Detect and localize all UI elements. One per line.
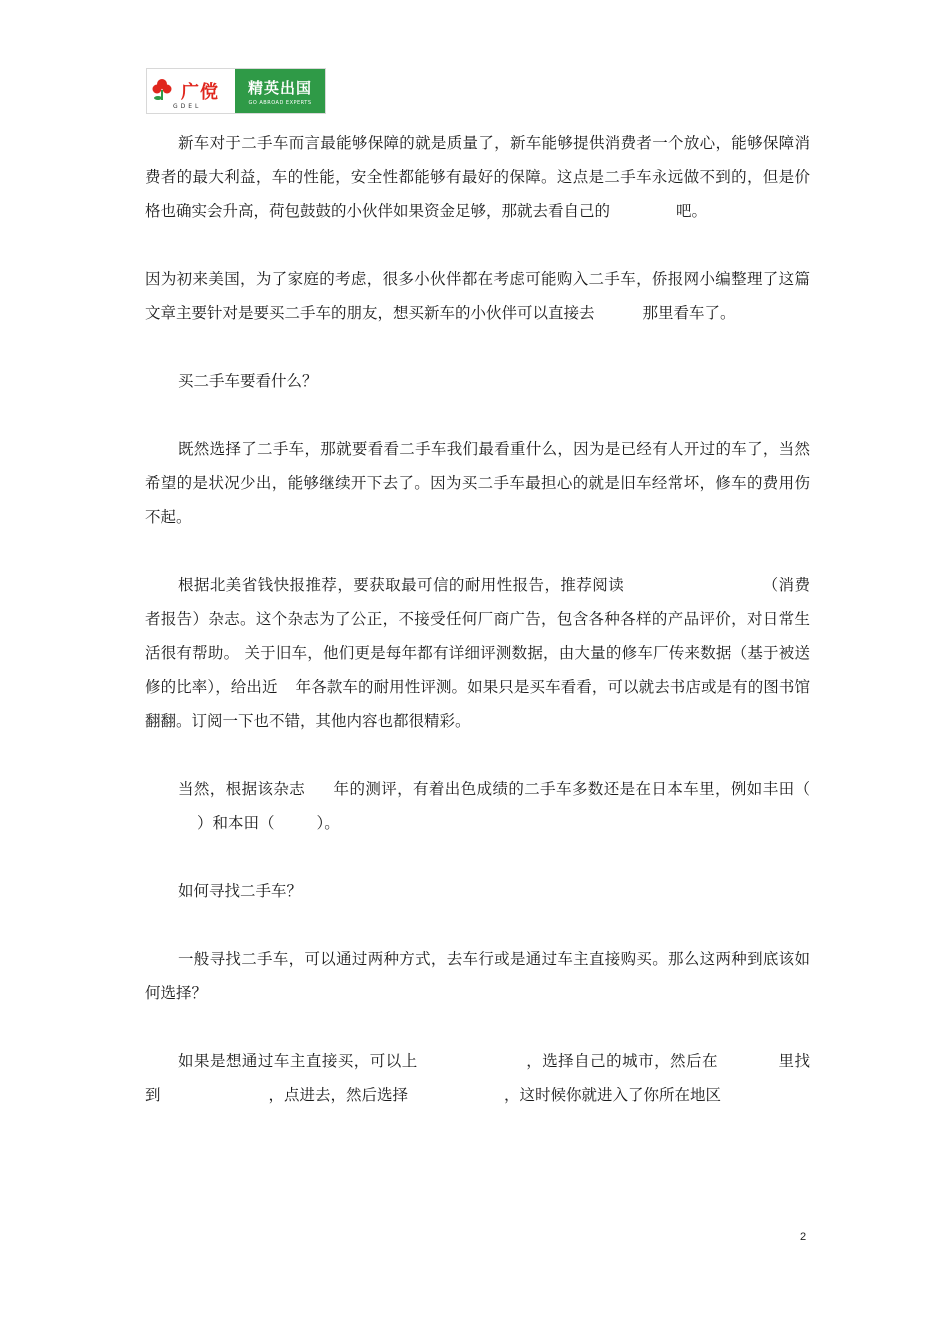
paragraph-japanese-cars: [145, 772, 810, 840]
section-heading-how-to-find: [145, 874, 810, 908]
flower-icon: [151, 77, 173, 103]
paragraph-text: 年的测评，有着出色成绩的二手车多数还是在日本车里，例如丰田（: [333, 780, 810, 798]
logo-sub-text: GDEL: [173, 103, 202, 110]
company-logo: [146, 68, 326, 114]
paragraph-text: ，选择自己的城市，然后在: [525, 1052, 718, 1070]
paragraph-text: （消费者报告）杂志。这个杂志为了公正，不接受任何厂商广告，包含各种各样的产品评价，对日常生活很有帮助。 关于旧车，他们更是每年都有详细评测数据，由大量的修车厂传来数据（基于被送修的比率），给出近: [145, 576, 810, 696]
paragraph-text: 年各款车的耐用性评测。如果只是买车看看，可以就去书店或是有的图书馆翻翻。订阅一下也不错，其他内容也都很精彩。: [145, 678, 810, 730]
heading-text: 如何寻找二手车？: [178, 882, 303, 900]
page-number: 2: [800, 1231, 807, 1243]
paragraph-text: 因为初来美国，为了家庭的考虑，很多小伙伴都在考虑可能购入二手车，侨报网小编整理了这篇文章主要针对是要买二手车的朋友，想买新车的小伙伴可以直接去: [145, 270, 810, 322]
heading-text: 买二手车要看什么？: [178, 372, 318, 390]
paragraph-text: 新车对于二手车而言最能够保障的就是质量了，新车能够提供消费者一个放心，能够保障消费者的最大利益，车的性能，安全性都能够有最好的保障。这点是二手车永远做不到的，但是价格也确实会升高，荷包鼓鼓的小伙伴如果资金足够，那就去看自己的: [145, 134, 810, 220]
paragraph-text: 既然选择了二手车，那就要看看二手车我们最看重什么，因为是已经有人开过的车了，当然希望的是状况少出，能够继续开下去了。因为买二手车最担心的就是旧车经常坏，修车的费用伤不起。: [145, 440, 810, 526]
paragraph-text: 如果是想通过车主直接买，可以上: [178, 1052, 418, 1070]
paragraph-text: 当然，根据该杂志: [178, 780, 306, 798]
logo-title-area: [235, 69, 325, 113]
paragraph-consumer-reports: [145, 568, 810, 738]
document-body: [145, 126, 810, 1112]
paragraph-text: ）和本田（: [197, 814, 275, 832]
paragraph-text: 根据北美省钱快报推荐，要获取最可信的耐用性报告，推荐阅读: [178, 576, 625, 594]
paragraph-text: 一般寻找二手车，可以通过两种方式，去车行或是通过车主直接购买。那么这两种到底该如何选择？: [145, 950, 810, 1002]
paragraph-text: 里找到: [145, 1052, 810, 1104]
paragraph-what-matters: [145, 432, 810, 534]
paragraph-intro: [145, 262, 810, 330]
section-heading-what-to-look: [145, 364, 810, 398]
logo-subtitle: GO ABROAD EXPERTS: [248, 99, 312, 106]
logo-title: 精英出国: [247, 78, 312, 97]
paragraph-new-car: [145, 126, 810, 228]
paragraph-text: ，这时候你就进入了你所在地区: [504, 1086, 722, 1104]
paragraph-text: ，点进去，然后选择: [268, 1086, 409, 1104]
paragraph-two-ways: [145, 942, 810, 1010]
logo-mark-text: 广傥: [181, 82, 219, 103]
paragraph-buy-from-owner: [145, 1044, 810, 1112]
paragraph-text: ）。: [316, 814, 340, 832]
paragraph-text: 那里看车了。: [642, 304, 736, 322]
logo-mark-area: [147, 69, 235, 113]
paragraph-text: 吧。: [676, 202, 708, 220]
